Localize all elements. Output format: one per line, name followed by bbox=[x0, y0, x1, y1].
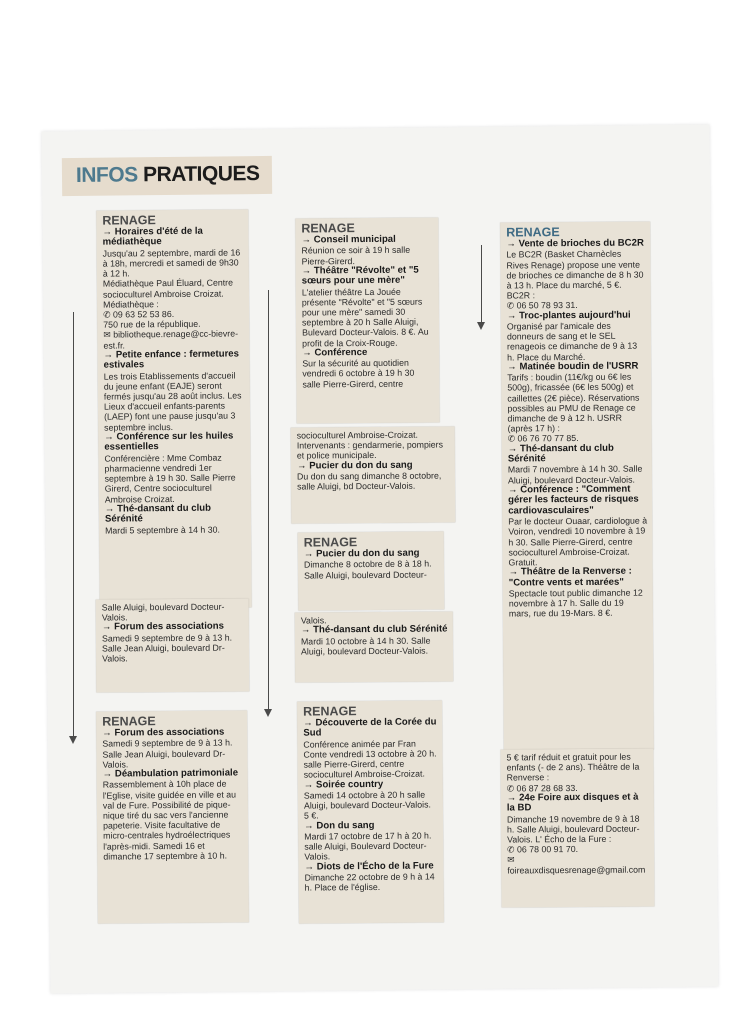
event-text: Organisé par l'amicale des donneurs de sang et le SEL renageois ce dimanche de 9 à 13 h. Place du Marché. bbox=[506, 320, 638, 363]
event-text: Spectacle tout public dimanche 12 novembre à 17 h. Salle du 19 mars, rue du 19-Mars. 8 €. bbox=[508, 587, 643, 619]
town-heading: RENAGE bbox=[303, 704, 357, 719]
event-text: ✆ 09 63 52 53 86. bbox=[103, 309, 175, 320]
clipping-renage-2 bbox=[96, 710, 249, 923]
event-text: 750 rue de la république. bbox=[103, 318, 201, 330]
event-heading: → Soirée country bbox=[304, 779, 438, 791]
event-text: ✉ foireauxdisquesrenage@gmail.com bbox=[507, 854, 646, 876]
event-text: Médiathèque Paul Éluard, Centre socioculturel Ambroise Croizat. bbox=[102, 277, 234, 300]
arrow-down-icon bbox=[268, 290, 269, 710]
event-heading: → Horaires d'été de la médiathèque bbox=[102, 226, 243, 248]
town-heading: RENAGE bbox=[303, 535, 358, 550]
town-heading: RENAGE bbox=[102, 213, 156, 228]
event-text: Mardi 10 octobre à 14 h 30. Salle Aluigi, boulevard Docteur-Valois. bbox=[300, 635, 431, 657]
event-heading: → Conférence bbox=[302, 347, 434, 358]
event-heading: → Conseil municipal bbox=[301, 235, 433, 246]
clipping-renage-6-continued bbox=[500, 748, 654, 907]
event-text: Tarifs : boudin (11€/kg ou 6€ les 500g), fricassée (6€ les 500g) et caillettes (2€ pièce). Réservations possibles au PMU de Renage ce dimanche de 9 à 12 h. USRR (après 17 h) : bbox=[507, 371, 640, 434]
clipping-renage-4-continued bbox=[295, 611, 453, 682]
event-text: Samedi 9 septembre de 9 à 13 h. Salle Jean Aluigi, boulevard Dr-Valois. bbox=[102, 737, 233, 770]
arrow-down-icon bbox=[73, 312, 74, 737]
event-heading: → Déambulation patrimoniale bbox=[103, 768, 243, 780]
event-text: Samedi 14 octobre à 20 h salle Aluigi, boulevard Docteur-Valois. 5 €. bbox=[303, 789, 431, 822]
clipping-renage-1-continued bbox=[96, 598, 250, 692]
event-text: Dimanche 8 octobre de 8 à 18 h. Salle Aluigi, boulevard Docteur- bbox=[303, 558, 432, 581]
town-heading: RENAGE bbox=[506, 225, 560, 240]
town-heading: RENAGE bbox=[102, 714, 156, 729]
clipping-renage-6 bbox=[500, 221, 654, 750]
event-heading: → Thé-dansant du club Sérénité bbox=[508, 443, 647, 465]
banner-word-1: INFOS bbox=[75, 163, 138, 187]
event-heading: → Pucier du don du sang bbox=[297, 460, 450, 471]
event-text: Mardi 7 novembre à 14 h 30. Salle Aluigi, boulevard Docteur-Valois. bbox=[507, 464, 643, 486]
event-heading: → Vente de brioches du BC2R bbox=[506, 239, 645, 250]
event-text: Dimanche 22 octobre de 9 h à 14 h. Place de l'église. bbox=[304, 871, 435, 893]
event-text: Jusqu'au 2 septembre, mardi de 16 à 18h, mercredi et samedi de 9h30 à 12 h. bbox=[102, 247, 241, 279]
event-heading: → Diots de l'Écho de la Fure bbox=[304, 861, 438, 873]
event-heading: → Découverte de la Corée du Sud bbox=[303, 717, 437, 739]
event-heading: → Petite enfance : fermetures estivales bbox=[103, 349, 244, 371]
clipping-renage-4 bbox=[298, 531, 445, 610]
event-text: Par le docteur Ouaar, cardiologue à Voiron, vendredi 10 novembre à 19 h 30. Salle Pierre-Girerd, centre socioculturel Ambroise-Croizat. Gratuit. bbox=[508, 515, 648, 568]
event-text: Le BC2R (Basket Charnècles Rives Renage) propose une vente de brioches ce dimanche de 8 h 30 à 13 h. Place du marché, 5 €. BC2R : bbox=[506, 249, 644, 301]
event-heading: → Matinée boudin de l'USRR bbox=[507, 361, 646, 372]
event-text: Du don du sang dimanche 8 octobre, salle Aluigi, bd Docteur-Valois. bbox=[296, 470, 442, 492]
event-text: Samedi 9 septembre de 9 à 13 h. Salle Jean Aluigi, boulevard Dr-Valois. bbox=[101, 632, 233, 664]
event-text: Conférencière : Mme Combaz pharmacienne vendredi 1er septembre à 19 h 30. Salle Pierre Girerd, Centre socioculturel Ambroise Croizat. bbox=[104, 452, 236, 505]
event-heading: → Forum des associations bbox=[102, 622, 244, 633]
clipping-renage-5 bbox=[297, 700, 444, 923]
arrow-down-icon bbox=[481, 245, 482, 323]
event-text: ✉ bibliotheque.renage@cc-bievre-est.fr. bbox=[103, 328, 239, 351]
clipping-renage-3 bbox=[295, 218, 439, 424]
event-text: Médiathèque : bbox=[103, 298, 159, 310]
event-text: Mardi 5 septembre à 14 h 30. bbox=[105, 524, 221, 536]
event-text: ✆ 06 87 28 68 33. bbox=[506, 782, 578, 794]
event-text: Réunion ce soir à 19 h salle Pierre-Girerd. bbox=[301, 245, 411, 267]
event-heading: → Troc-plantes aujourd'hui bbox=[507, 310, 646, 321]
event-text: ✆ 06 76 70 77 85. bbox=[507, 433, 579, 444]
event-text: ✆ 06 78 00 91 70. bbox=[507, 844, 579, 855]
event-text: ✆ 06 50 78 93 31. bbox=[506, 300, 578, 311]
clipping-renage-1 bbox=[96, 209, 251, 608]
event-heading: → Conférence : "Comment gérer les facteurs de risques cardiovasculaires" bbox=[508, 484, 647, 516]
event-text: Dimanche 19 novembre de 9 à 18 h. Salle Aluigi, boulevard Docteur-Valois. L' Écho de la Fure : bbox=[506, 813, 640, 845]
event-text: Rassemblement à 10h place de l'Eglise, visite guidée en ville et au val de Fure. Possibilité de pique-nique tiré du sac vers l'ancienne papeterie. Visite facultative de micro-centrales hydroélectriques l'après-midi. Samedi 16 et dimanche 17 septembre à 10 h. bbox=[102, 778, 237, 862]
section-banner bbox=[62, 156, 272, 196]
town-heading: RENAGE bbox=[301, 221, 355, 236]
event-heading: → Conférence sur les huiles essentielles bbox=[104, 431, 245, 453]
event-heading: → Thé-dansant du club Sérénité bbox=[301, 625, 448, 636]
event-text: Sur la sécurité au quotidien vendredi 6 octobre à 19 h 30 salle Pierre-Girerd, centre bbox=[302, 357, 415, 390]
event-text: Conférence animée par Fran Conte vendredi 13 octobre à 20 h. salle Pierre-Girerd, centre socioculturel Ambroise-Croizat. bbox=[303, 738, 437, 781]
event-text: Mardi 17 octobre de 17 h à 20 h. salle Aluigi, Boulevard Docteur-Valois. bbox=[304, 830, 432, 863]
event-text: Valois. bbox=[300, 615, 327, 626]
event-heading: → Théâtre de la Renverse : "Contre vents et marées" bbox=[509, 567, 648, 589]
event-heading: → Théâtre "Révolte" et "5 sœurs pour une mère" bbox=[302, 265, 434, 287]
event-heading: → 24e Foire aux disques et à la BD bbox=[507, 792, 649, 814]
event-heading: → Pucier du don du sang bbox=[304, 548, 439, 560]
event-text: 5 € tarif réduit et gratuit pour les enfants (- de 2 ans). Théâtre de la Renverse : bbox=[506, 751, 640, 783]
event-text: Salle Aluigi, boulevard Docteur-Valois. bbox=[101, 601, 225, 623]
event-heading: → Thé-dansant du club Sérénité bbox=[105, 503, 246, 525]
event-text: L'atelier théâtre La Jouée présente "Révolte" et "5 sœurs pour une mère" samedi 30 septembre à 20 h Salle Aluigi, Bulevard Docteur-Valois. 8 €. Au profit de la Croix-Rouge. bbox=[301, 286, 429, 349]
banner-word-2: PRATIQUES bbox=[142, 162, 260, 187]
event-text: Les trois Etablissements d'accueil du jeune enfant (EAJE) seront fermés jusqu'au 28 août inclus. Les Lieux d'accueil enfants-parents (LAEP) font une pause jusqu'au 3 septembre inclus. bbox=[103, 370, 242, 433]
event-heading: → Don du sang bbox=[304, 820, 438, 832]
event-text: socioculturel Ambroise-Croizat. Intervenants : gendarmerie, pompiers et police municipale. bbox=[296, 429, 444, 461]
clipping-renage-3-continued bbox=[291, 426, 456, 523]
event-heading: → Forum des associations bbox=[102, 727, 242, 739]
